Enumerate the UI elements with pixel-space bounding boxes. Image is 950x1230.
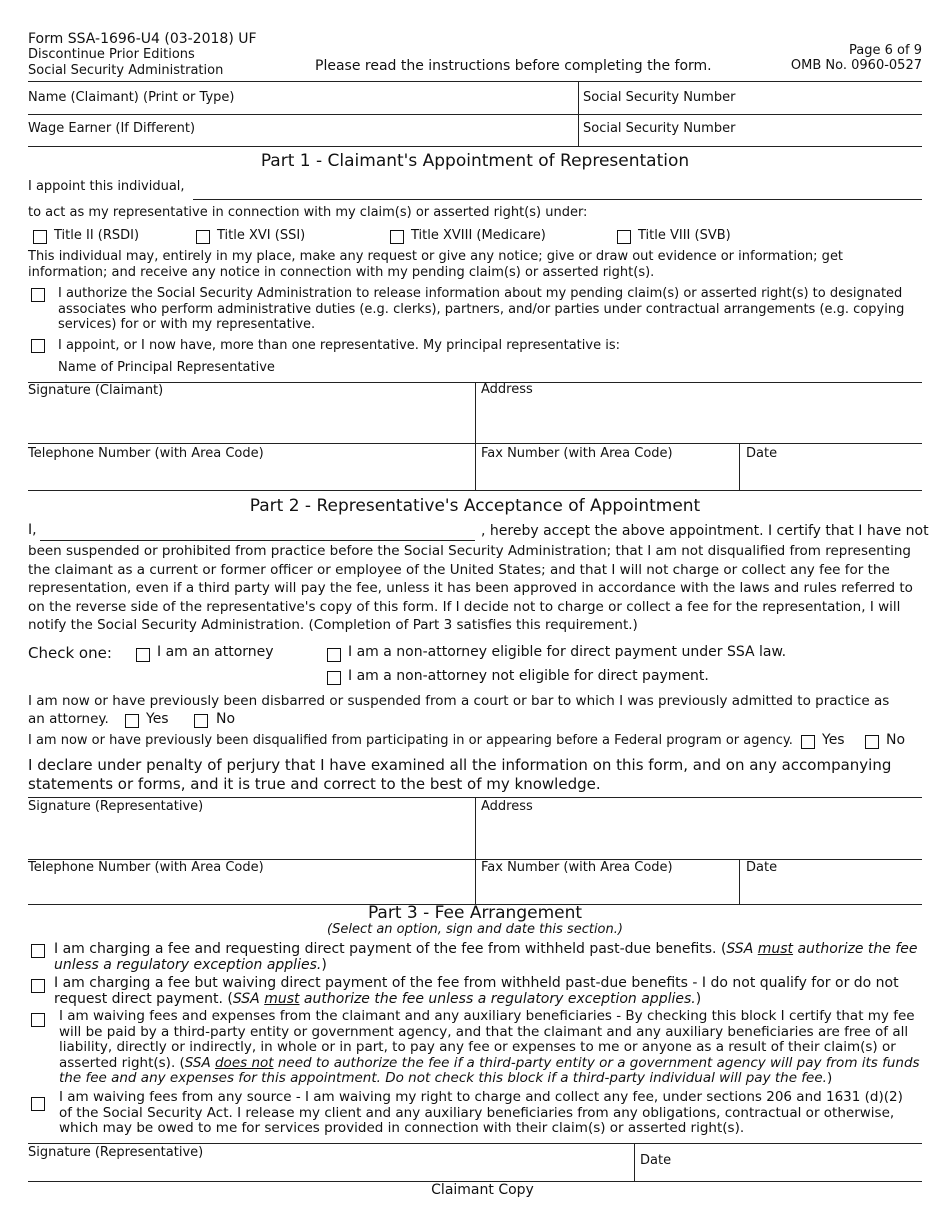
wage-earner-field[interactable]: Wage Earner (If Different) bbox=[28, 121, 196, 136]
title-xvi-label: Title XVI (SSI) bbox=[217, 228, 306, 243]
appointee-name-line[interactable] bbox=[193, 199, 922, 200]
multiple-reps-text: I appoint, or I now have, more than one representative. My principal representative is: bbox=[58, 338, 620, 353]
rep-fax-field[interactable]: Fax Number (with Area Code) bbox=[481, 860, 673, 875]
nonattorney-not-eligible-checkbox[interactable] bbox=[327, 671, 341, 685]
wage-earner-ssn-field[interactable]: Social Security Number bbox=[583, 121, 736, 136]
title-xviii-checkbox[interactable] bbox=[390, 230, 404, 244]
title-ii-label: Title II (RSDI) bbox=[54, 228, 140, 243]
copy-label: Claimant Copy bbox=[431, 1182, 534, 1198]
fee-signature-field[interactable]: Signature (Representative) bbox=[28, 1145, 204, 1160]
title-xviii-label: Title XVIII (Medicare) bbox=[411, 228, 546, 243]
claimant-name-field[interactable]: Name (Claimant) (Print or Type) bbox=[28, 90, 235, 105]
rep-signature-field[interactable]: Signature (Representative) bbox=[28, 799, 204, 814]
claimant-fax-field[interactable]: Fax Number (with Area Code) bbox=[481, 446, 673, 461]
check-one-label: Check one: bbox=[28, 644, 112, 662]
disbarred-no-label: No bbox=[216, 711, 236, 727]
discontinue-note: Discontinue Prior Editions bbox=[28, 47, 195, 62]
waive-all-fees-text: I am waiving fees from any source - I am waiving my right to charge and collect any fee, under sections 206 and 1631 (d)(2) of the Social Security Act. I release my client and any auxiliary beneficiaries from any obligations, contractual or otherwise, which may be owed to me for services provided in connection with their claim(s) or asserted right(s). bbox=[59, 1089, 903, 1136]
title-ii-checkbox[interactable] bbox=[33, 230, 47, 244]
multiple-reps-checkbox[interactable] bbox=[31, 339, 45, 353]
disqualified-no-checkbox[interactable] bbox=[865, 735, 879, 749]
authorize-release-text: I authorize the Social Security Administration to release information about my pending claim(s) or asserted right(s) to designated associates who perform administrative duties (e.g. clerks), partners, and/or parties under contractual arrangements (e.g. copying services) for or with my representative. bbox=[58, 286, 905, 332]
fee-waive-direct-text: I am charging a fee but waiving direct payment of the fee from withheld past-due benefits - I do not qualify for or do not request direct payment. (SSA must authorize the fee unless a regulatory exception applies.) bbox=[54, 975, 899, 1007]
authorize-release-checkbox[interactable] bbox=[31, 288, 45, 302]
agency-name: Social Security Administration bbox=[28, 63, 224, 78]
fee-date-field[interactable]: Date bbox=[640, 1153, 672, 1168]
fee-waive-direct-checkbox[interactable] bbox=[31, 979, 45, 993]
disbarred-no-checkbox[interactable] bbox=[194, 714, 208, 728]
perjury-declaration: I declare under penalty of perjury that I have examined all the information on this form, and on any accompanying statements or forms, and it is true and correct to the best of my knowledge. bbox=[28, 756, 892, 793]
disqualified-yes-checkbox[interactable] bbox=[801, 735, 815, 749]
appoint-label: I appoint this individual, bbox=[28, 179, 185, 194]
fee-direct-payment-checkbox[interactable] bbox=[31, 944, 45, 958]
attorney-label: I am an attorney bbox=[157, 644, 274, 660]
rep-name-line[interactable] bbox=[40, 540, 475, 541]
part2-title: Part 2 - Representative's Acceptance of Appointment bbox=[249, 496, 701, 516]
title-viii-label: Title VIII (SVB) bbox=[638, 228, 731, 243]
waive-claimant-fees-text: I am waiving fees and expenses from the claimant and any auxiliary beneficiaries - By checking this block I certify that my fee will be paid by a third-party entity or government agency, and that the claimant and any auxiliary beneficiaries are free of all liability, directly or indirectly, in whole or in part, to pay any fee or expenses to me or anyone as a result of their claim(s) or asserted right(s). (SSA does not need to authorize the fee if a third-party entity or a government agency will pay from its funds the fee and any expenses for this appointment. Do not check this block if a third-party individual will pay the fee.) bbox=[59, 1008, 920, 1086]
rep-date-field[interactable]: Date bbox=[746, 860, 778, 875]
act-as-text: to act as my representative in connection with my claim(s) or asserted right(s) under: bbox=[28, 205, 588, 220]
nonattorney-eligible-label: I am a non-attorney eligible for direct payment under SSA law. bbox=[348, 644, 787, 660]
attorney-checkbox[interactable] bbox=[136, 648, 150, 662]
individual-may-text: This individual may, entirely in my place, make any request or give any notice; give or draw out evidence or information; get information; and receive any notice in connection with my pending claim(s) or asserted right(s). bbox=[28, 249, 844, 280]
part3-title: Part 3 - Fee Arrangement bbox=[367, 903, 583, 923]
disqualified-yes-label: Yes bbox=[822, 732, 845, 748]
rep-telephone-field[interactable]: Telephone Number (with Area Code) bbox=[28, 860, 264, 875]
accept-text: been suspended or prohibited from practice before the Social Security Administration; that I am not disqualified from representing the claimant as a current or former officer or employee of the United States; and that I will not charge or collect any fee for the representation, even if a third party will pay the fee, unless it has been approved in accordance with the laws and rules referred to on the reverse side of the representative's copy of this form. If I decide not to charge or collect a fee for the representation, I will notify the Social Security Administration. (Completion of Part 3 satisfies this requirement.) bbox=[28, 543, 913, 634]
part1-title: Part 1 - Claimant's Appointment of Representation bbox=[260, 151, 690, 171]
disqualified-text: I am now or have previously been disqualified from participating in or appearing before a Federal program or agency. bbox=[28, 733, 793, 748]
claimant-ssn-field[interactable]: Social Security Number bbox=[583, 90, 736, 105]
omb-number: OMB No. 0960-0527 bbox=[790, 58, 922, 73]
instructions-note: Please read the instructions before completing the form. bbox=[315, 58, 712, 74]
claimant-address-field[interactable]: Address bbox=[481, 382, 533, 397]
title-viii-checkbox[interactable] bbox=[617, 230, 631, 244]
disbarred-yes-checkbox[interactable] bbox=[125, 714, 139, 728]
claimant-signature-field[interactable]: Signature (Claimant) bbox=[28, 383, 164, 398]
title-xvi-checkbox[interactable] bbox=[196, 230, 210, 244]
waive-claimant-fees-checkbox[interactable] bbox=[31, 1013, 45, 1027]
page-number: Page 6 of 9 bbox=[849, 43, 922, 58]
rep-i-label: I, bbox=[28, 522, 37, 538]
rep-address-field[interactable]: Address bbox=[481, 799, 533, 814]
nonattorney-eligible-checkbox[interactable] bbox=[327, 648, 341, 662]
disbarred-yes-label: Yes bbox=[146, 711, 169, 727]
disqualified-no-label: No bbox=[886, 732, 906, 748]
waive-all-fees-checkbox[interactable] bbox=[31, 1097, 45, 1111]
part3-subtitle: (Select an option, sign and date this section.) bbox=[327, 922, 623, 937]
claimant-date-field[interactable]: Date bbox=[746, 446, 778, 461]
claimant-telephone-field[interactable]: Telephone Number (with Area Code) bbox=[28, 446, 264, 461]
principal-rep-field[interactable]: Name of Principal Representative bbox=[58, 360, 275, 375]
nonattorney-not-eligible-label: I am a non-attorney not eligible for direct payment. bbox=[348, 668, 709, 684]
accept-text-line1: , hereby accept the above appointment. I certify that I have not bbox=[481, 523, 929, 539]
form-id: Form SSA-1696-U4 (03-2018) UF bbox=[28, 31, 257, 47]
fee-direct-payment-text: I am charging a fee and requesting direct payment of the fee from withheld past-due benefits. (SSA must authorize the fee unless a regulatory exception applies.) bbox=[54, 941, 918, 973]
disbarred-text: I am now or have previously been disbarred or suspended from a court or bar to which I was previously admitted to practice as an attorney. bbox=[28, 693, 890, 727]
